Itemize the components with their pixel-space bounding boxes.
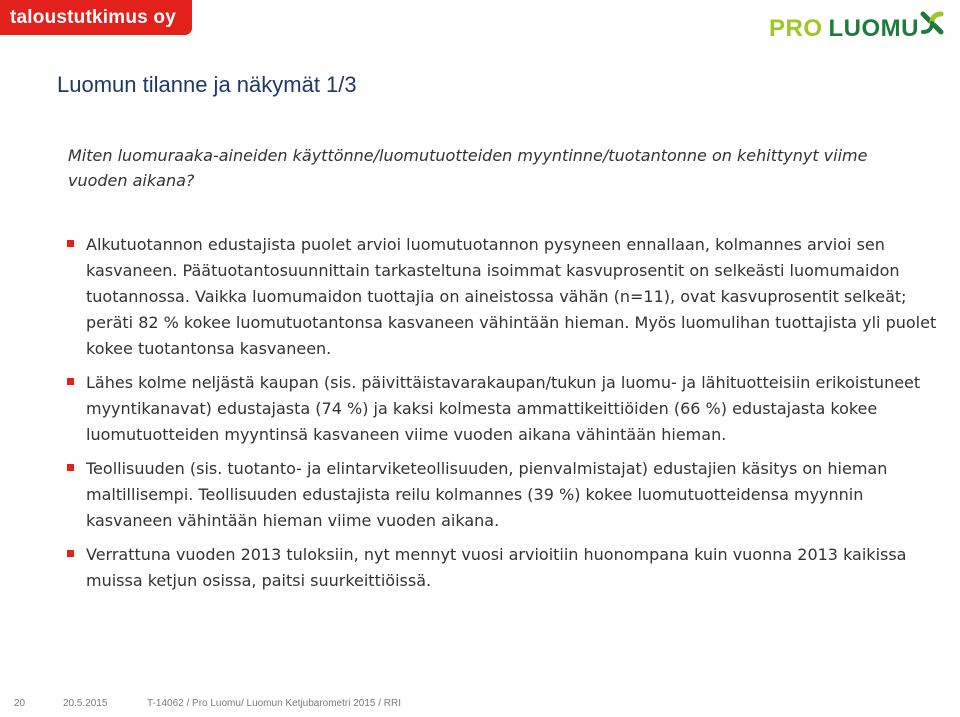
footer: [0, 689, 960, 717]
page-title: Luomun tilanne ja näkymät 1/3: [57, 72, 357, 97]
bullet-list: [67, 232, 939, 602]
footer-date: 20.5.2015: [63, 698, 108, 709]
page-number: 20: [14, 698, 26, 709]
bullet-text: Teollisuuden (sis. tuotanto- ja elintarviketeollisuuden, pienvalmistajat) edustajien käsitys on hieman maltillisempi. Teollisuuden edustajista reilu kolmannes (39 %) kokee luomutuotteidensa myynnin kasvaneen vähintään hieman viime vuoden aikana.: [86, 459, 888, 530]
leaf-cross-icon: [920, 11, 944, 35]
square-bullet-icon: [67, 240, 74, 247]
square-bullet-icon: [67, 464, 74, 471]
logo-luomu-text: LUOMU: [828, 15, 919, 42]
list-item: [67, 232, 939, 362]
bullet-text: Verrattuna vuoden 2013 tuloksiin, nyt mennyt vuosi arvioitiin huonompana kuin vuonna 2013 kaikissa muissa ketjun osissa, paitsi suurkeittiöissä.: [86, 545, 907, 590]
brand-tab: [0, 0, 192, 35]
square-bullet-icon: [67, 378, 74, 385]
list-item: [67, 456, 939, 534]
logo-pro-text: PRO: [769, 15, 823, 42]
brand-name: taloustutkimus oy: [10, 7, 176, 28]
list-item: [67, 542, 939, 594]
square-bullet-icon: [67, 550, 74, 557]
bullet-text: Alkutuotannon edustajista puolet arvioi luomutuotannon pysyneen ennallaan, kolmannes arvioi sen kasvaneen. Päätuotantosuunnittain tarkasteltuna isoimmat kasvuprosentit on selkeästi luomumaidon tuotannossa. Vaikka luomumaidon tuottajia on aineistossa vähän (n=11), ovat kasvuprosentit selkeät; peräti 82 % kokee luomutuotantonsa kasvaneen vähintään hieman. Myös luomulihan tuottajista yli puolet kokee tuotantonsa kasvaneen.: [86, 235, 937, 358]
research-question: Miten luomuraaka-aineiden käyttönne/luomutuotteiden myyntinne/tuotantonne on kehittynyt viime vuoden aikana?: [68, 146, 868, 190]
pro-luomu-logo: [769, 13, 944, 45]
list-item: [67, 370, 939, 448]
bullet-text: Lähes kolme neljästä kaupan (sis. päivittäistavarakaupan/tukun ja luomu- ja lähituotteisiin erikoistuneet myyntikanavat) edustajasta (74 %) ja kaksi kolmesta ammattikeittiöiden (66 %) edustajasta kokee luomutuotteiden myyntinsä kasvaneen viime vuoden aikana vähintään hieman.: [86, 373, 921, 444]
footer-reference: T-14062 / Pro Luomu/ Luomun Ketjubarometri 2015 / RRI: [147, 698, 402, 709]
